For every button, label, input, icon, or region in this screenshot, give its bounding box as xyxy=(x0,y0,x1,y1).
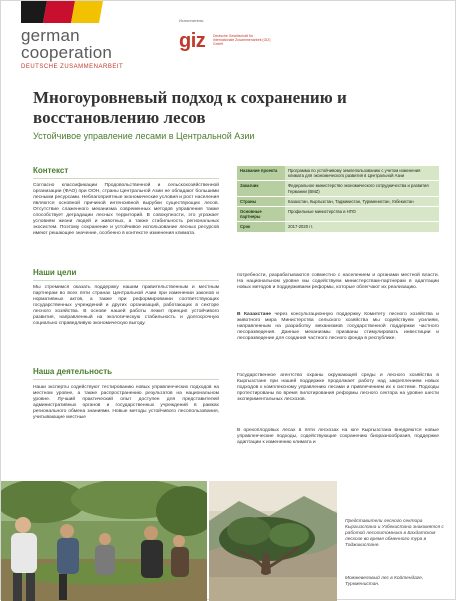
giz-full-name: Deutsche Gesellschaft für Internationale Zusammenarbeit (GIZ) GmbH xyxy=(213,34,271,47)
right-paragraph-3: Государственное агентство охраны окружающей среды и лесного хозяйства в Кыргызстане при нашей поддержке продолжает работу над закреплением новых подходов к комплексному управлению лесами и привлечением их к системе. Подходы протестированы во время пилотирования реформы лесного сектора на уровне шести экспериментальных лесхозов. xyxy=(237,373,439,403)
table-key: Основные партнеры xyxy=(237,207,285,222)
table-row xyxy=(237,166,439,181)
table-value: Федеральное министерство экономического сотрудничества и развития Германии (BMZ) xyxy=(285,181,439,196)
org-line-2: cooperation xyxy=(21,43,113,62)
table-value: Профильные министерства и НПО xyxy=(285,207,439,222)
context-text: Согласно классификации Продовольственной и сельскохозяйственной организации (ФАО) при ООН, страны Центральной Азии не обладают большими лесными ресурсами. Неблагоприятные экономические условия и рост населения являются основной причиной интенсивной вырубки существующих лесов. Отсутствие слаженного механизма современных методов управления также способствует деградации лесных территорий. В совокупности, это угрожает условиям жизни людей и животных, а также стабильность региональных экосистем. Поэтому сохранение и устойчивое использование лесных ресурсов имеют решающее значение, особенно в контексте изменения климата. xyxy=(33,183,219,237)
table-row xyxy=(237,196,439,206)
giz-wordmark: giz xyxy=(179,30,206,52)
project-info-table xyxy=(237,166,439,233)
juniper-forest-photo xyxy=(209,481,337,601)
right-paragraph-1: потребности, разрабатываются совместно с населением и органами местной власти. На национальном уровне мы содействуем министерствам-партнерам в адаптации новых методов и поддерживаем реформы, которые облегчают их реализацию. xyxy=(237,273,439,291)
forest-photo-caption: Можжевеловый лес в Койтендаге, Туркменистан. xyxy=(345,576,424,587)
kazakhstan-bold: В Казахстане xyxy=(237,312,272,317)
table-value: 2017-2020 гг. xyxy=(285,222,439,232)
activity-heading: Наша деятельность xyxy=(33,367,113,376)
page-title: Многоуровневый подход к сохранению и восстановлению лесов xyxy=(33,88,347,127)
section-divider xyxy=(33,280,219,281)
nursery-photo xyxy=(1,481,207,601)
activity-text: Наши эксперты содействуют тестированию новых управленческих подходов на местном уровне, а также распространению результатов на национальном уровне. Лучший практический опыт доступен для представителей административных органов и государственных учреждений в рамках регионального обмена знаниями. Новые методы устойчивого лесопользования, учитывающие местные xyxy=(33,385,219,421)
nursery-photo-caption: Представители лесного сектора Кыргызстана и Узбекистана знакомятся с работой лесопитомника в Бахдатском лесхозе во время обменного тура в Таджикистане. xyxy=(345,519,444,548)
table-value: Казахстан, Кыргызстан, Таджикистан, Туркменистан, Узбекистан xyxy=(285,196,439,206)
executed-by-label: Исполнитель: xyxy=(179,18,205,23)
right-paragraph-2 xyxy=(237,312,439,342)
table-row xyxy=(237,207,439,222)
org-line-1: german xyxy=(21,26,80,45)
section-divider xyxy=(33,379,219,380)
table-key: Название проекта xyxy=(237,166,285,181)
table-row xyxy=(237,222,439,232)
table-key: Срок xyxy=(237,222,285,232)
table-value: Программа по устойчивому землепользованию с учетом изменения климата для экономического развития в Центральной Азии xyxy=(285,166,439,181)
section-divider xyxy=(33,178,219,179)
page-subtitle: Устойчивое управление лесами в Центральной Азии xyxy=(33,131,255,141)
german-cooperation-logo xyxy=(21,27,161,70)
context-heading: Контекст xyxy=(33,166,69,175)
org-line-3: DEUTSCHE ZUSAMMENARBEIT xyxy=(21,64,124,70)
table-key: Заказчик xyxy=(237,181,285,196)
table-key: Страны xyxy=(237,196,285,206)
table-row xyxy=(237,181,439,196)
giz-logo xyxy=(179,31,269,55)
kazakhstan-text: через консультационную поддержку Комитету лесного хозяйства и животного мира Министерства сельского хозяйства мы содействуем усилиям, направленным на разработку механизмов государственной поддержки частного лесоразведения. Данные механизмы призваны стимулировать инвестиции и лесоразведение для создания частного лесного фонда в республике. xyxy=(237,312,439,342)
german-flag-ribbon-icon xyxy=(21,1,103,23)
goals-heading: Наши цели xyxy=(33,268,77,277)
right-paragraph-4: В орехоплодовых лесах в пяти лесхозах на юге Кыргызстана внедряются новые управленческие подходы, содействующие сохранению биоразнообразия, поддержке адаптации к изменению климата и xyxy=(237,428,439,446)
goals-text: Мы стремимся оказать поддержку нашим правительственным и местным партнерам во всех пяти странах Центральной Азии при изменении законов и нормативных актов, а также при реформировании соответствующих государственных учреждений и других организаций, работающих в секторе лесного хозяйства. В основе нашей работы лежит принцип устойчивого развития, направленный на экологическую стабильность и долгосрочную социально справедливую экономическую выгоду. xyxy=(33,285,219,327)
